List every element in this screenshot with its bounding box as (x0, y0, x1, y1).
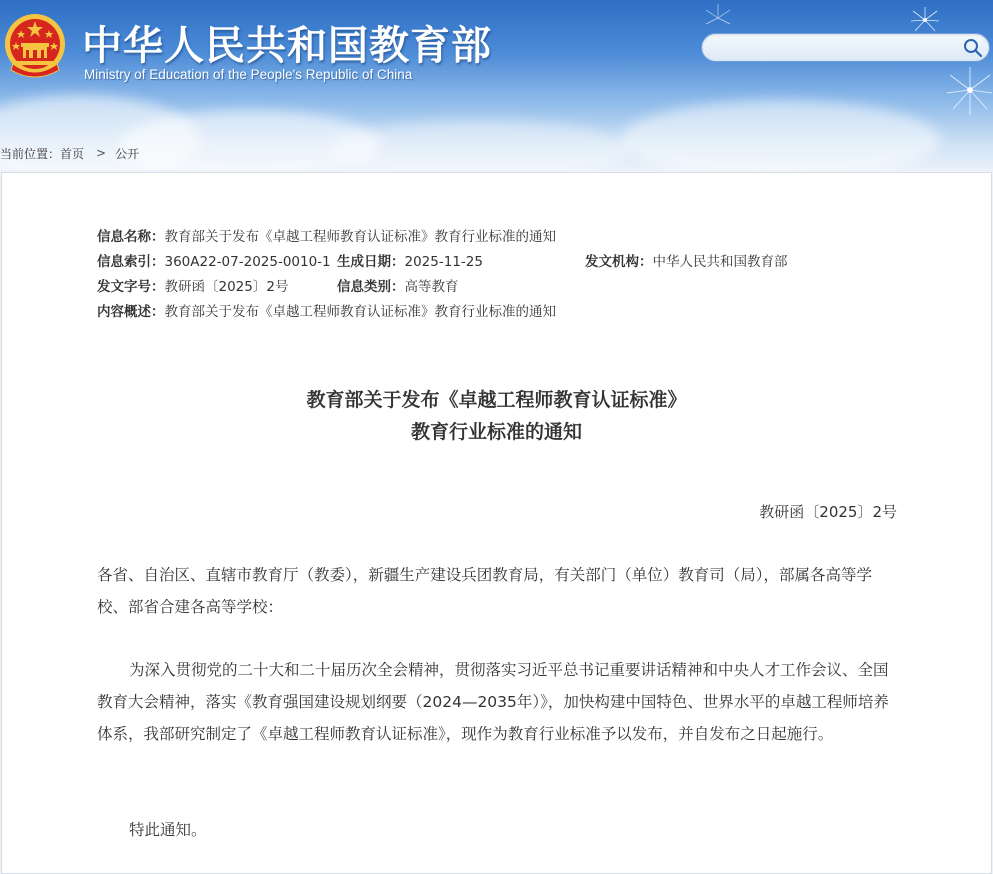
search-box (701, 33, 990, 62)
meta-date-label: 生成日期： (337, 254, 405, 270)
breadcrumb (0, 143, 139, 163)
site-header (0, 0, 993, 170)
search-input[interactable] (714, 37, 958, 59)
cloud-decoration (330, 120, 630, 170)
meta-name-label: 信息名称： (97, 229, 165, 245)
meta-row-docno (97, 275, 556, 300)
document-number: 教研函〔2025〕2号 (759, 503, 897, 521)
meta-row-index (97, 250, 788, 275)
document-closing: 特此通知。 (129, 821, 207, 839)
site-subtitle: Ministry of Education of the People's Republic of China (84, 67, 413, 82)
meta-date-value: 2025-11-25 (404, 254, 483, 270)
meta-row-name (97, 225, 556, 250)
chevron-right-icon: > (96, 146, 107, 160)
meta-summary-label: 内容概述： (97, 304, 165, 320)
search-icon[interactable] (963, 38, 983, 58)
meta-agency-label: 发文机构： (585, 254, 653, 270)
meta-index-label: 信息索引： (97, 254, 165, 270)
meta-summary-value: 教育部关于发布《卓越工程师教育认证标准》教育行业标准的通知 (164, 304, 556, 320)
content-card (1, 172, 992, 874)
meta-category-label: 信息类别： (337, 279, 405, 295)
site-title: 中华人民共和国教育部 (82, 23, 492, 69)
cloud-decoration (620, 100, 940, 170)
meta-category-value: 高等教育 (404, 279, 459, 295)
dandelion-decoration (895, 5, 993, 125)
breadcrumb-prefix: 当前位置： (0, 146, 61, 161)
meta-name-value: 教育部关于发布《卓越工程师教育认证标准》教育行业标准的通知 (164, 229, 556, 245)
meta-docno-label: 发文字号： (97, 279, 165, 295)
info-meta-table (97, 225, 788, 325)
document-body-paragraph: 为深入贯彻党的二十大和二十届历次全会精神，贯彻落实习近平总书记重要讲话精神和中央人才工作会议、全国教育大会精神，落实《教育强国建设规划纲要（2024—2035年）》，加快构建中国特色、世界水平的卓越工程师培养体系，我部研究制定了《卓越工程师教育认证标准》，现作为教育行业标准予以发布，并自发布之日起施行。 (97, 661, 889, 743)
breadcrumb-public-link[interactable]: 公开 (115, 146, 140, 161)
document-salutation: 各省、自治区、直辖市教育厅（教委），新疆生产建设兵团教育局，有关部门（单位）教育司（局），部属各高等学校、部省合建各高等学校： (97, 566, 873, 616)
national-emblem-icon (3, 12, 67, 80)
breadcrumb-home-link[interactable]: 首页 (60, 146, 85, 161)
document-title-line-1: 教育部关于发布《卓越工程师教育认证标准》 (306, 389, 687, 411)
meta-docno-value: 教研函〔2025〕2号 (164, 279, 289, 295)
meta-agency-value: 中华人民共和国教育部 (652, 254, 788, 270)
meta-index-value: 360A22-07-2025-0010-1 (164, 254, 331, 270)
document-title-line-2: 教育行业标准的通知 (410, 421, 582, 443)
meta-row-summary (97, 300, 556, 325)
